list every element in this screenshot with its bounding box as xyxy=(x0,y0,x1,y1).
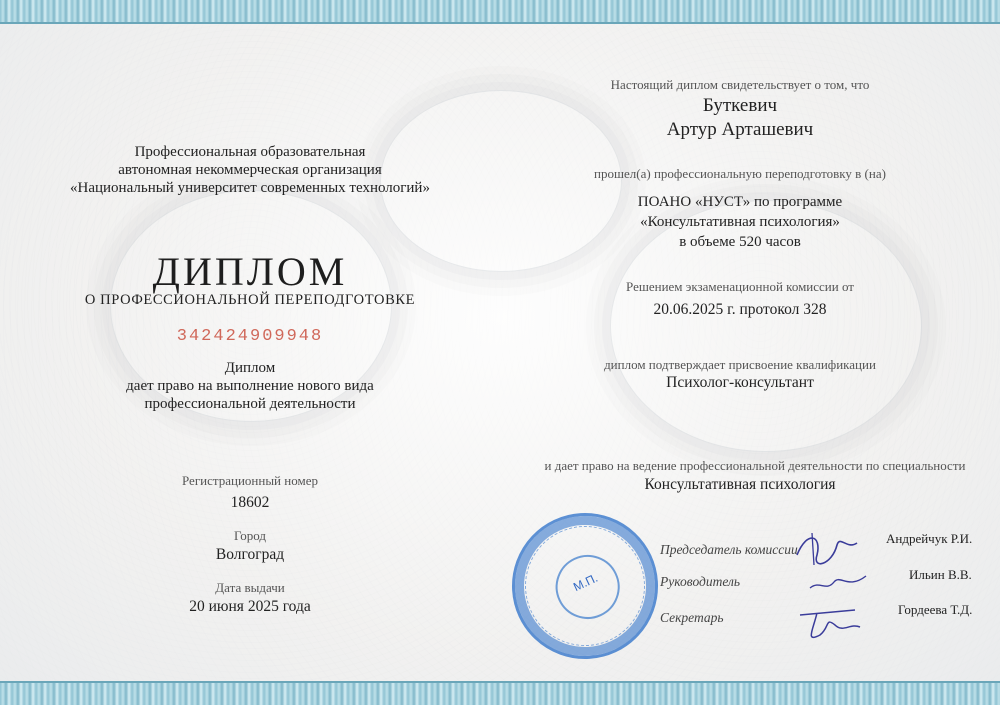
serial-number: 342424909948 xyxy=(176,327,324,346)
organization-name xyxy=(40,143,460,197)
bottom-border-band xyxy=(0,681,1000,705)
rights-line: дает право на выполнение нового вида xyxy=(126,378,374,394)
reg-number-label: Регистрационный номер xyxy=(182,473,318,488)
top-border-band xyxy=(0,0,1000,24)
org-line: автономная некоммерческая организация xyxy=(118,162,382,178)
institution-stamp xyxy=(488,489,682,683)
diploma-title: ДИПЛОМ xyxy=(152,249,348,294)
passed-text: прошел(а) профессиональную переподготовку в (на) xyxy=(594,166,886,181)
issue-date-value: 20 июня 2025 года xyxy=(189,598,311,615)
org-line: Профессиональная образовательная xyxy=(134,144,366,160)
intro-text: Настоящий диплом свидетельствует о том, что xyxy=(610,77,870,92)
city-label: Город xyxy=(233,528,267,543)
qualification-label: диплом подтверждает присвоение квалификации xyxy=(604,357,876,372)
graduate-surname: Буткевич xyxy=(702,95,778,116)
commission-value: 20.06.2025 г. протокол 328 xyxy=(653,301,827,318)
director-signature xyxy=(808,568,868,598)
chairman-role: Председатель комиссии xyxy=(660,542,798,557)
diploma-subtitle: О ПРОФЕССИОНАЛЬНОЙ ПЕРЕПОДГОТОВКЕ xyxy=(84,292,416,308)
qualification-value: Психолог-консультант xyxy=(666,374,814,391)
issue-date-label: Дата выдачи xyxy=(215,580,285,595)
director-name: Ильин В.В. xyxy=(909,567,972,582)
secretary-role: Секретарь xyxy=(660,610,724,625)
secretary-signature xyxy=(795,605,865,645)
director-role: Руководитель xyxy=(660,574,741,589)
program-line: ПОАНО «НУСТ» по программе xyxy=(637,194,843,210)
program-info xyxy=(540,192,940,252)
program-line: в объеме 520 часов xyxy=(679,234,801,250)
reg-number-value: 18602 xyxy=(230,494,270,511)
specialty-value: Консультативная психология xyxy=(644,476,836,493)
rights-line: профессиональной деятельности xyxy=(144,396,356,412)
commission-label: Решением экзаменационной комиссии от xyxy=(626,279,854,294)
rights-line: Диплом xyxy=(224,360,276,376)
graduate-name: Артур Арташевич xyxy=(666,119,814,140)
org-line: «Национальный университет современных технологий» xyxy=(70,180,430,196)
city-value: Волгоград xyxy=(215,546,285,563)
secretary-name: Гордеева Т.Д. xyxy=(898,602,973,617)
specialty-label: и дает право на ведение профессиональной деятельности по специальности xyxy=(544,458,966,473)
rights-text xyxy=(40,359,460,413)
stamp-mark: М.П. xyxy=(571,570,600,595)
program-line: «Консультативная психология» xyxy=(640,214,840,230)
chairman-name: Андрейчук Р.И. xyxy=(886,531,973,546)
